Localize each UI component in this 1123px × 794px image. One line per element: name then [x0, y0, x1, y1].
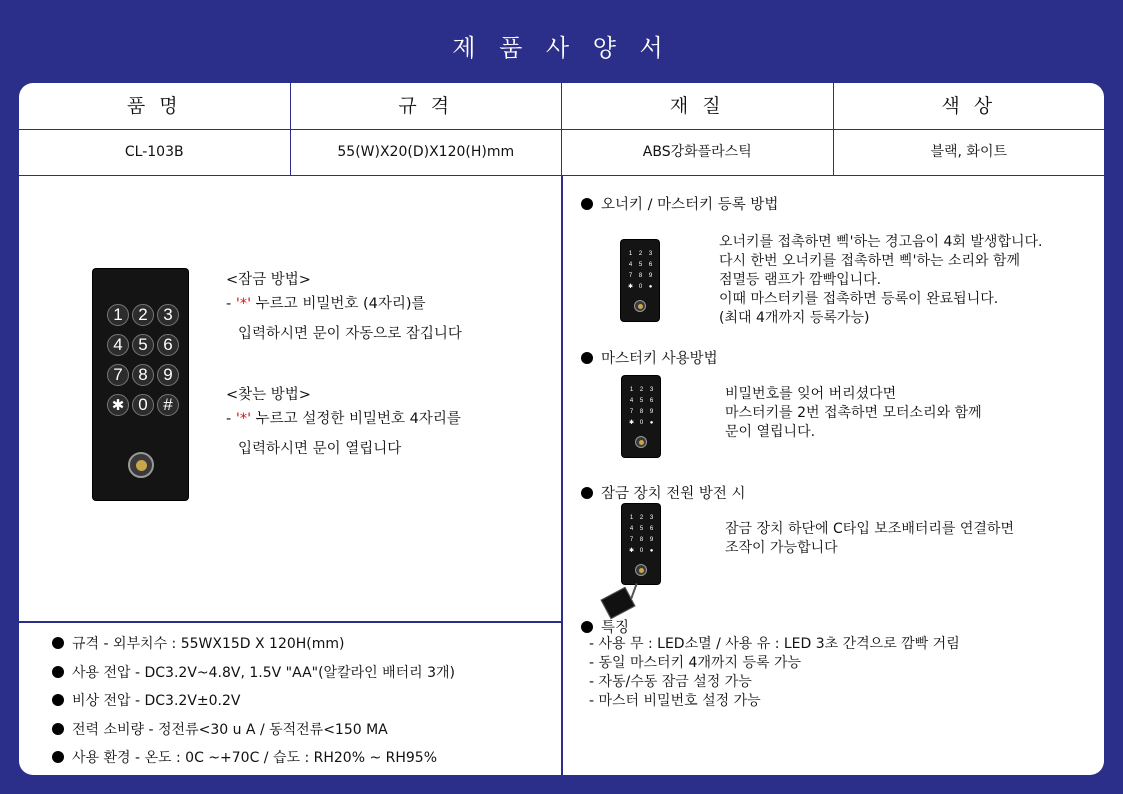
bullet-icon: [581, 621, 593, 633]
mini-key: ✱: [628, 420, 635, 426]
key-3: 3: [157, 304, 179, 326]
mini-key: 2: [639, 386, 644, 393]
header-color: 색 상: [941, 95, 997, 117]
mini-key: 1: [629, 386, 634, 393]
mini-key: 6: [648, 261, 653, 268]
find-method-heading: <찾는 방법>: [226, 387, 311, 403]
mini-key: 7: [628, 272, 633, 279]
value-material: ABS강화플라스틱: [562, 129, 834, 175]
spec-item: 사용 환경 - 온도 : 0C ~+70C / 습도 : RH20% ~ RH95%: [52, 744, 455, 773]
spec-item: 전력 소비량 - 정전류<30 u A / 동적전류<150 MA: [52, 716, 455, 745]
power-off-keypad-image: [622, 504, 660, 584]
spec-bullet-list: [52, 630, 455, 773]
bullet-icon: [581, 352, 593, 364]
mini-key: 8: [639, 408, 644, 415]
find-method-block: [226, 383, 461, 461]
spec-table-header: [19, 83, 1104, 130]
bullet-icon: [52, 751, 64, 763]
mini-key: 0: [638, 283, 643, 290]
mini-key: ●: [649, 547, 654, 554]
mini-key: 7: [629, 408, 634, 415]
bullet-icon: [52, 666, 64, 678]
lock-method-line2: 입력하시면 문이 자동으로 잠깁니다: [238, 326, 462, 342]
owner-key-description: 오너키를 접촉하면 삑'하는 경고음이 4회 발생합니다. 다시 한번 오너키를 접촉하면 삑'하는 소리와 함께 점멸등 램프가 깜빡입니다. 이때 마스터키를 접촉하면 등록이 완료됩니다. (최대 4개까지 등록가능): [719, 234, 1043, 326]
mini-key: 4: [629, 525, 634, 532]
value-color: 블랙, 화이트: [930, 144, 1008, 160]
key-8: 8: [132, 364, 154, 386]
mini-key: ✱: [628, 548, 635, 554]
column-divider: [561, 175, 563, 775]
spec-item: 비상 전압 - DC3.2V±0.2V: [52, 687, 455, 716]
mini-key: 1: [629, 514, 634, 521]
key-4: 4: [107, 334, 129, 356]
find-method-line1: - '*' 누르고 설정한 비밀번호 4자리를: [226, 411, 461, 427]
mini-key: 8: [638, 272, 643, 279]
key-7: 7: [107, 364, 129, 386]
mini-keys: [628, 514, 655, 554]
key-9: 9: [157, 364, 179, 386]
owner-key-heading: 오너키 / 마스터키 등록 방법: [581, 193, 778, 214]
header-product-name: 품 명: [19, 83, 291, 129]
spec-table-values: [19, 129, 1104, 176]
left-section-divider: [19, 621, 562, 623]
feature-item: - 동일 마스터키 4개까지 등록 가능: [589, 655, 802, 671]
master-key-keypad-image: [622, 376, 660, 457]
key-cylinder-icon: [635, 436, 647, 448]
key-6: 6: [157, 334, 179, 356]
usb-c-cable-icon: [630, 583, 637, 599]
mini-key: 9: [649, 536, 654, 543]
master-key-description: 비밀번호를 잊어 버리셨다면 마스터키를 2번 접촉하면 모터소리와 함께 문이 열립니다.: [725, 386, 982, 440]
mini-key: 4: [628, 261, 633, 268]
lock-method-block: [226, 268, 462, 346]
mini-key: 5: [639, 525, 644, 532]
feature-item: - 마스터 비밀번호 설정 가능: [589, 693, 761, 709]
key-2: 2: [132, 304, 154, 326]
mini-key: 4: [629, 397, 634, 404]
mini-key: 0: [639, 419, 644, 426]
bullet-icon: [581, 487, 593, 499]
mini-key: 9: [649, 408, 654, 415]
page-title: 제 품 사 양 서: [452, 34, 671, 62]
mini-key: 3: [648, 250, 653, 257]
mini-key: ●: [649, 419, 654, 426]
mini-key: 3: [649, 514, 654, 521]
bullet-icon: [52, 694, 64, 706]
key-cylinder-icon: [635, 564, 647, 576]
keypad-keys: [107, 304, 179, 416]
value-product-name: CL-103B: [19, 129, 291, 175]
key-0: 0: [132, 394, 154, 416]
features-list: [589, 635, 960, 711]
key-1: 1: [107, 304, 129, 326]
feature-item: - 자동/수동 잠금 설정 가능: [589, 674, 752, 690]
bullet-icon: [581, 198, 593, 210]
mini-key: 9: [648, 272, 653, 279]
keypad-device-image: [93, 269, 188, 500]
value-size: 55(W)X20(D)X120(H)mm: [291, 129, 563, 175]
key-5: 5: [132, 334, 154, 356]
mini-key: 2: [639, 514, 644, 521]
lock-method-line1: - '*' 누르고 비밀번호 (4자리)를: [226, 296, 426, 312]
mini-key: 5: [639, 397, 644, 404]
spec-item: 규격 - 외부치수 : 55WX15D X 120H(mm): [52, 630, 455, 659]
key-cylinder-icon: [128, 452, 154, 478]
header-size: 규 격: [291, 83, 563, 129]
key-cylinder-icon: [634, 300, 646, 312]
features-heading: 특징: [581, 616, 629, 637]
mini-key: 0: [639, 547, 644, 554]
mini-key: ✱: [627, 284, 634, 290]
mini-key: 2: [638, 250, 643, 257]
find-method-line2: 입력하시면 문이 열립니다: [238, 441, 402, 457]
battery-pack-icon: [600, 587, 635, 620]
lock-method-heading: <잠금 방법>: [226, 272, 311, 288]
master-key-heading: 마스터키 사용방법: [581, 347, 718, 368]
star-key-label: '*': [235, 411, 252, 427]
feature-item: - 사용 무 : LED소멸 / 사용 유 : LED 3초 간격으로 깜빡 거림: [589, 636, 960, 652]
spec-item: 사용 전압 - DC3.2V~4.8V, 1.5V "AA"(알칼라인 배터리 3개): [52, 659, 455, 688]
key-star: ✱: [107, 394, 129, 416]
mini-key: 6: [649, 525, 654, 532]
owner-key-keypad-image: [621, 240, 659, 321]
mini-keys: [627, 250, 654, 290]
mini-key: 5: [638, 261, 643, 268]
spec-sheet-card: [19, 83, 1104, 775]
mini-key: 8: [639, 536, 644, 543]
bullet-icon: [52, 637, 64, 649]
star-key-label: '*': [235, 296, 252, 312]
mini-key: 3: [649, 386, 654, 393]
header-material: 재 질: [562, 83, 834, 129]
mini-key: 6: [649, 397, 654, 404]
bullet-icon: [52, 723, 64, 735]
mini-keys: [628, 386, 655, 426]
key-hash: #: [157, 394, 179, 416]
mini-key: ●: [648, 283, 653, 290]
power-off-heading: 잠금 장치 전원 방전 시: [581, 482, 746, 503]
mini-key: 1: [628, 250, 633, 257]
power-off-description: 잠금 장치 하단에 C타입 보조배터리를 연결하면 조작이 가능합니다: [725, 521, 1014, 556]
mini-key: 7: [629, 536, 634, 543]
